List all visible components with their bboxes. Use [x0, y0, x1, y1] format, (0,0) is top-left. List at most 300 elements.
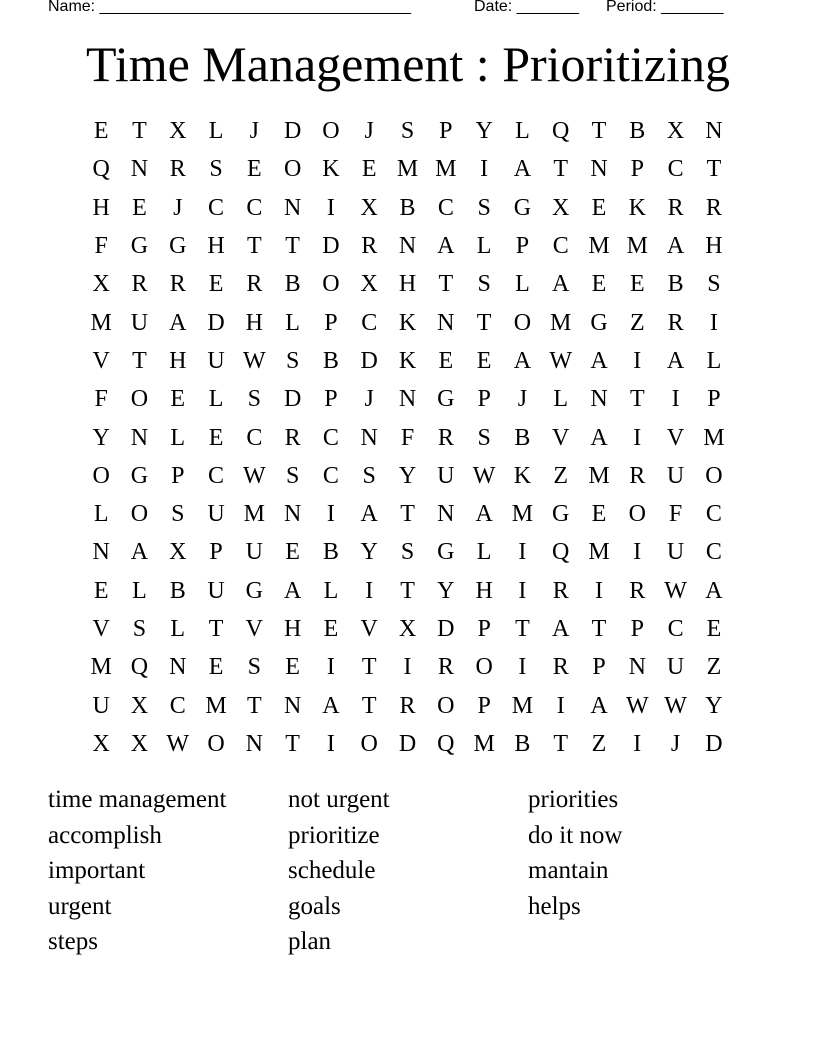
grid-letter[interactable]: O [322, 271, 340, 298]
grid-letter[interactable]: O [513, 309, 532, 336]
grid-letter[interactable]: J [249, 118, 259, 145]
grid-letter[interactable]: D [283, 118, 302, 145]
grid-letter[interactable]: C [667, 616, 684, 642]
grid-letter[interactable]: Q [552, 539, 570, 566]
grid-letter[interactable]: T [285, 730, 300, 757]
grid-letter[interactable]: A [666, 233, 685, 260]
grid-letter[interactable]: T [706, 156, 722, 183]
grid-letter[interactable]: S [477, 194, 491, 221]
grid-letter[interactable]: T [591, 118, 607, 145]
grid-letter[interactable]: I [326, 194, 335, 221]
grid-letter[interactable]: P [439, 118, 453, 145]
grid-letter[interactable]: M [243, 501, 265, 528]
grid-letter[interactable]: A [552, 271, 570, 298]
grid-letter[interactable]: K [322, 156, 340, 183]
grid-letter[interactable]: N [590, 386, 608, 413]
grid-letter[interactable]: D [322, 233, 340, 260]
grid-letter[interactable]: B [284, 271, 301, 298]
grid-letter[interactable]: D [437, 616, 455, 642]
grid-letter[interactable]: I [633, 539, 642, 566]
grid-letter[interactable]: H [283, 616, 302, 642]
grid-letter[interactable]: O [92, 462, 110, 489]
grid-letter[interactable]: G [130, 233, 149, 260]
grid-letter[interactable]: P [515, 233, 530, 260]
grid-letter[interactable]: T [629, 386, 645, 413]
grid-letter[interactable]: X [130, 692, 149, 719]
grid-letter[interactable]: U [207, 501, 225, 528]
grid-letter[interactable]: E [323, 616, 339, 642]
grid-letter[interactable]: H [207, 233, 225, 260]
grid-letter[interactable]: I [633, 347, 642, 374]
grid-letter[interactable]: I [556, 692, 565, 719]
grid-letter[interactable]: Y [437, 577, 455, 604]
grid-letter[interactable]: N [705, 118, 723, 145]
grid-letter[interactable]: E [208, 271, 224, 298]
grid-letter[interactable]: R [667, 194, 684, 221]
grid-letter[interactable]: J [364, 118, 374, 145]
grid-letter[interactable]: Q [92, 156, 110, 183]
grid-letter[interactable]: D [207, 309, 225, 336]
grid-letter[interactable]: U [666, 654, 685, 681]
grid-letter[interactable]: K [628, 194, 646, 221]
grid-letter[interactable]: Q [130, 654, 149, 681]
grid-letter[interactable]: O [705, 462, 723, 489]
grid-letter[interactable]: E [285, 539, 300, 566]
grid-letter[interactable]: I [633, 424, 642, 451]
grid-letter[interactable]: R [284, 424, 301, 451]
grid-letter[interactable]: L [285, 309, 300, 336]
grid-letter[interactable]: P [209, 539, 223, 566]
grid-letter[interactable]: L [170, 616, 186, 642]
grid-letter[interactable]: I [365, 577, 374, 604]
grid-letter[interactable]: R [399, 692, 416, 719]
grid-letter[interactable]: Z [591, 730, 607, 757]
grid-letter[interactable]: I [326, 654, 335, 681]
grid-letter[interactable]: J [364, 386, 374, 413]
grid-letter[interactable]: X [169, 539, 187, 566]
grid-letter[interactable]: M [511, 692, 534, 719]
grid-letter[interactable]: E [591, 501, 607, 528]
grid-letter[interactable]: F [400, 424, 415, 451]
grid-letter[interactable]: M [550, 309, 572, 336]
grid-letter[interactable]: N [283, 692, 302, 719]
grid-letter[interactable]: T [400, 577, 415, 604]
grid-letter[interactable]: O [130, 386, 149, 413]
grid-letter[interactable]: D [705, 730, 723, 757]
grid-letter[interactable]: V [666, 424, 685, 451]
grid-letter[interactable]: M [90, 309, 112, 336]
grid-letter[interactable]: O [475, 654, 493, 681]
grid-letter[interactable]: V [552, 424, 570, 451]
grid-letter[interactable]: X [360, 271, 378, 298]
grid-letter[interactable]: M [205, 692, 227, 719]
grid-letter[interactable]: E [208, 424, 224, 451]
grid-letter[interactable]: W [243, 462, 266, 489]
grid-letter[interactable]: A [705, 577, 723, 604]
grid-letter[interactable]: K [513, 462, 532, 489]
grid-letter[interactable]: E [285, 654, 300, 681]
grid-letter[interactable]: H [705, 233, 723, 260]
grid-letter[interactable]: R [667, 309, 684, 336]
grid-letter[interactable]: O [130, 501, 149, 528]
grid-letter[interactable]: J [517, 386, 528, 413]
grid-letter[interactable]: J [670, 730, 681, 757]
grid-letter[interactable]: N [130, 156, 149, 183]
grid-letter[interactable]: P [171, 462, 185, 489]
grid-letter[interactable]: L [515, 118, 530, 145]
grid-letter[interactable]: I [595, 577, 603, 604]
grid-letter[interactable]: T [208, 616, 224, 642]
grid-letter[interactable]: M [435, 156, 457, 183]
grid-letter[interactable]: R [131, 271, 148, 298]
grid-letter[interactable]: U [92, 692, 110, 719]
grid-letter[interactable]: T [361, 692, 377, 719]
grid-letter[interactable]: L [208, 118, 224, 145]
grid-letter[interactable]: N [245, 730, 263, 757]
grid-letter[interactable]: P [477, 616, 491, 642]
grid-letter[interactable]: C [705, 539, 722, 566]
grid-letter[interactable]: I [633, 730, 642, 757]
word-bank-item: not urgent [288, 786, 390, 813]
grid-letter[interactable]: P [630, 156, 644, 183]
grid-letter[interactable]: C [322, 462, 339, 489]
grid-letter[interactable]: N [130, 424, 149, 451]
grid-letter[interactable]: D [283, 386, 302, 413]
grid-letter[interactable]: E [591, 194, 607, 221]
grid-letter[interactable]: R [246, 271, 263, 298]
grid-letter[interactable]: X [666, 118, 685, 145]
grid-letter[interactable]: A [130, 539, 149, 566]
grid-letter[interactable]: L [208, 386, 224, 413]
grid-letter[interactable]: H [169, 347, 187, 374]
grid-letter[interactable]: N [398, 386, 417, 413]
grid-letter[interactable]: F [94, 233, 108, 260]
grid-letter[interactable]: I [403, 654, 412, 681]
grid-letter[interactable]: E [361, 156, 377, 183]
grid-letter[interactable]: A [590, 424, 608, 451]
grid-letter[interactable]: E [591, 271, 607, 298]
grid-letter[interactable]: N [628, 654, 646, 681]
grid-letter[interactable]: H [245, 309, 263, 336]
grid-letter[interactable]: G [552, 501, 570, 528]
grid-letter[interactable]: T [553, 156, 569, 183]
grid-letter[interactable]: L [706, 347, 722, 374]
grid-letter[interactable]: E [93, 118, 109, 145]
grid-letter[interactable]: S [400, 539, 415, 566]
grid-letter[interactable]: Y [398, 462, 417, 489]
word-bank [48, 782, 768, 960]
grid-letter[interactable]: B [667, 271, 684, 298]
grid-letter[interactable]: G [245, 577, 263, 604]
grid-letter[interactable]: R [169, 271, 186, 298]
grid-letter[interactable]: E [438, 347, 454, 374]
grid-letter[interactable]: Z [706, 654, 722, 681]
grid-letter[interactable]: M [511, 501, 534, 528]
grid-letter[interactable]: O [207, 730, 225, 757]
grid-letter[interactable]: F [668, 501, 683, 528]
grid-letter[interactable]: E [93, 577, 109, 604]
period-field[interactable]: Period: _______ [606, 0, 724, 15]
word-search-grid [82, 112, 733, 763]
grid-letter[interactable]: C [208, 194, 225, 221]
grid-letter[interactable]: I [326, 501, 335, 528]
grid-letter[interactable]: E [247, 156, 262, 183]
grid-letter[interactable]: W [472, 462, 496, 489]
grid-letter[interactable]: E [208, 654, 224, 681]
grid-letter[interactable]: M [588, 233, 610, 260]
grid-letter[interactable]: S [477, 271, 491, 298]
word-bank-item: time management [48, 786, 227, 813]
grid-letter[interactable]: S [362, 462, 376, 489]
grid-letter[interactable]: B [169, 577, 186, 604]
grid-letter[interactable]: A [283, 577, 302, 604]
grid-letter[interactable]: N [92, 539, 110, 566]
grid-letter[interactable]: T [132, 118, 147, 145]
grid-letter[interactable]: I [480, 156, 489, 183]
grid-letter[interactable]: W [549, 347, 573, 374]
grid-letter[interactable]: G [169, 233, 187, 260]
grid-letter[interactable]: R [705, 194, 722, 221]
grid-letter[interactable]: Y [475, 118, 493, 145]
grid-letter[interactable]: X [92, 271, 110, 298]
grid-letter[interactable]: E [132, 194, 147, 221]
grid-letter[interactable]: P [592, 654, 606, 681]
grid-letter[interactable]: T [438, 271, 454, 298]
grid-letter[interactable]: U [666, 462, 685, 489]
grid-letter[interactable]: T [285, 233, 300, 260]
grid-letter[interactable]: Z [629, 309, 645, 336]
grid-letter[interactable]: R [361, 233, 378, 260]
grid-letter[interactable]: N [437, 309, 455, 336]
grid-letter[interactable]: U [130, 309, 149, 336]
grid-letter[interactable]: S [247, 386, 262, 413]
grid-letter[interactable]: S [171, 501, 185, 528]
grid-letter[interactable]: K [398, 309, 417, 336]
grid-letter[interactable]: N [437, 501, 455, 528]
grid-letter[interactable]: N [590, 156, 608, 183]
grid-letter[interactable]: E [476, 347, 492, 374]
grid-letter[interactable]: I [518, 654, 527, 681]
grid-letter[interactable]: C [169, 692, 186, 719]
grid-letter[interactable]: R [437, 424, 454, 451]
grid-letter[interactable]: P [324, 309, 338, 336]
grid-letter[interactable]: N [360, 424, 378, 451]
grid-letter[interactable]: T [591, 616, 607, 642]
grid-letter[interactable]: O [628, 501, 646, 528]
grid-letter[interactable]: G [130, 462, 149, 489]
grid-letter[interactable]: L [553, 386, 569, 413]
grid-letter[interactable]: T [400, 501, 415, 528]
grid-letter[interactable]: C [437, 194, 454, 221]
grid-letter[interactable]: L [515, 271, 530, 298]
grid-letter[interactable]: T [132, 347, 147, 374]
grid-row [82, 150, 733, 188]
grid-letter[interactable]: A [437, 233, 455, 260]
grid-letter[interactable]: R [437, 654, 454, 681]
grid-letter[interactable]: O [437, 692, 455, 719]
grid-letter[interactable]: S [285, 462, 300, 489]
grid-letter[interactable]: I [671, 386, 680, 413]
grid-letter[interactable]: P [477, 386, 491, 413]
grid-letter[interactable]: T [361, 654, 377, 681]
grid-letter[interactable]: H [92, 194, 110, 221]
grid-letter[interactable]: E [706, 616, 722, 642]
grid-letter[interactable]: B [514, 424, 531, 451]
grid-letter[interactable]: R [629, 462, 646, 489]
grid-letter[interactable]: M [473, 730, 495, 757]
grid-letter[interactable]: L [93, 501, 109, 528]
grid-letter[interactable]: R [629, 577, 646, 604]
grid-letter[interactable]: S [477, 424, 491, 451]
grid-letter[interactable]: M [588, 539, 610, 566]
grid-letter[interactable]: X [360, 194, 378, 221]
grid-letter[interactable]: R [552, 654, 569, 681]
grid-letter[interactable]: L [132, 577, 147, 604]
grid-letter[interactable]: A [513, 156, 532, 183]
grid-letter[interactable]: M [396, 156, 419, 183]
grid-letter[interactable]: J [173, 194, 183, 221]
grid-letter[interactable]: S [132, 616, 147, 642]
grid-letter[interactable]: N [398, 233, 417, 260]
grid-letter[interactable]: A [322, 692, 340, 719]
grid-letter[interactable]: D [398, 730, 417, 757]
grid-letter[interactable]: U [245, 539, 263, 566]
grid-letter[interactable]: S [707, 271, 721, 298]
grid-letter[interactable]: A [666, 347, 685, 374]
grid-letter[interactable]: S [209, 156, 223, 183]
grid-letter[interactable]: K [398, 347, 417, 374]
grid-letter[interactable]: S [285, 347, 300, 374]
grid-letter[interactable]: U [666, 539, 685, 566]
grid-letter[interactable]: B [629, 118, 646, 145]
grid-letter[interactable]: O [322, 118, 340, 145]
grid-letter[interactable]: M [626, 233, 648, 260]
grid-letter[interactable]: C [705, 501, 722, 528]
grid-letter[interactable]: P [324, 386, 338, 413]
grid-letter[interactable]: G [437, 386, 455, 413]
grid-letter[interactable]: Y [92, 424, 110, 451]
grid-letter[interactable]: T [515, 616, 530, 642]
grid-letter[interactable]: A [552, 616, 570, 642]
grid-letter[interactable]: B [322, 347, 339, 374]
grid-letter[interactable]: X [92, 730, 110, 757]
grid-letter[interactable]: G [437, 539, 455, 566]
grid-letter[interactable]: U [207, 577, 225, 604]
grid-letter[interactable]: A [475, 501, 493, 528]
name-field[interactable]: Name: ___________________________________ [48, 0, 412, 15]
grid-letter[interactable]: R [169, 156, 186, 183]
grid-letter[interactable]: I [518, 539, 527, 566]
grid-letter[interactable]: W [243, 347, 266, 374]
grid-letter[interactable]: S [400, 118, 415, 145]
grid-letter[interactable]: T [247, 233, 262, 260]
grid-letter[interactable]: R [552, 577, 569, 604]
grid-letter[interactable]: P [707, 386, 721, 413]
grid-letter[interactable]: O [283, 156, 302, 183]
grid-letter[interactable]: L [476, 233, 492, 260]
grid-letter[interactable]: Q [437, 730, 455, 757]
grid-letter[interactable]: W [625, 692, 649, 719]
grid-letter[interactable]: U [207, 347, 225, 374]
grid-letter[interactable]: W [664, 577, 687, 604]
grid-letter[interactable]: H [475, 577, 493, 604]
grid-letter[interactable]: G [513, 194, 532, 221]
grid-letter[interactable]: C [667, 156, 684, 183]
grid-letter[interactable]: C [246, 194, 263, 221]
grid-letter[interactable]: X [398, 616, 417, 642]
grid-letter[interactable]: N [283, 501, 302, 528]
grid-letter[interactable]: E [170, 386, 186, 413]
grid-letter[interactable]: E [629, 271, 645, 298]
grid-letter[interactable]: D [360, 347, 378, 374]
grid-letter[interactable]: A [513, 347, 532, 374]
grid-letter[interactable]: N [169, 654, 187, 681]
grid-letter[interactable]: W [166, 730, 190, 757]
grid-letter[interactable]: V [92, 616, 110, 642]
grid-letter[interactable]: I [518, 577, 527, 604]
date-field[interactable]: Date: _______ [474, 0, 579, 15]
grid-letter[interactable]: C [361, 309, 378, 336]
grid-letter[interactable]: Y [360, 539, 378, 566]
grid-letter[interactable]: A [590, 347, 608, 374]
grid-letter[interactable]: W [664, 692, 687, 719]
grid-letter[interactable]: C [246, 424, 263, 451]
grid-letter[interactable]: U [437, 462, 455, 489]
grid-letter[interactable]: V [360, 616, 378, 642]
grid-letter[interactable]: A [590, 692, 608, 719]
grid-letter[interactable]: B [514, 730, 531, 757]
grid-letter[interactable]: X [169, 118, 187, 145]
grid-letter[interactable]: C [322, 424, 339, 451]
grid-letter[interactable]: T [247, 692, 262, 719]
grid-letter[interactable]: A [169, 309, 187, 336]
grid-letter[interactable]: X [130, 730, 149, 757]
grid-letter[interactable]: X [552, 194, 570, 221]
grid-letter[interactable]: I [709, 309, 718, 336]
grid-letter[interactable]: Q [552, 118, 570, 145]
grid-letter[interactable]: H [398, 271, 417, 298]
grid-letter[interactable]: A [360, 501, 378, 528]
grid-letter[interactable]: S [247, 654, 262, 681]
grid-letter[interactable]: P [477, 692, 491, 719]
grid-row [82, 725, 733, 763]
grid-letter[interactable]: L [323, 577, 339, 604]
grid-letter[interactable]: Y [705, 692, 723, 719]
grid-letter[interactable]: O [360, 730, 378, 757]
grid-letter[interactable]: C [208, 462, 225, 489]
grid-letter[interactable]: Z [553, 462, 569, 489]
grid-letter[interactable]: T [553, 730, 569, 757]
grid-row [82, 342, 733, 380]
grid-letter[interactable]: L [170, 424, 186, 451]
grid-letter[interactable]: B [399, 194, 416, 221]
grid-letter[interactable]: M [90, 654, 112, 681]
grid-letter[interactable]: F [94, 386, 108, 413]
grid-letter[interactable]: L [476, 539, 492, 566]
grid-letter[interactable]: M [703, 424, 725, 451]
grid-letter[interactable]: P [630, 616, 644, 642]
grid-letter[interactable]: T [476, 309, 492, 336]
grid-letter[interactable]: B [322, 539, 339, 566]
grid-letter[interactable]: M [588, 462, 610, 489]
grid-row [82, 265, 733, 303]
grid-letter[interactable]: V [245, 616, 263, 642]
grid-letter[interactable]: C [552, 233, 569, 260]
grid-letter[interactable]: I [326, 730, 335, 757]
grid-letter[interactable]: G [590, 309, 608, 336]
grid-letter[interactable]: V [92, 347, 110, 374]
grid-letter[interactable]: N [283, 194, 302, 221]
